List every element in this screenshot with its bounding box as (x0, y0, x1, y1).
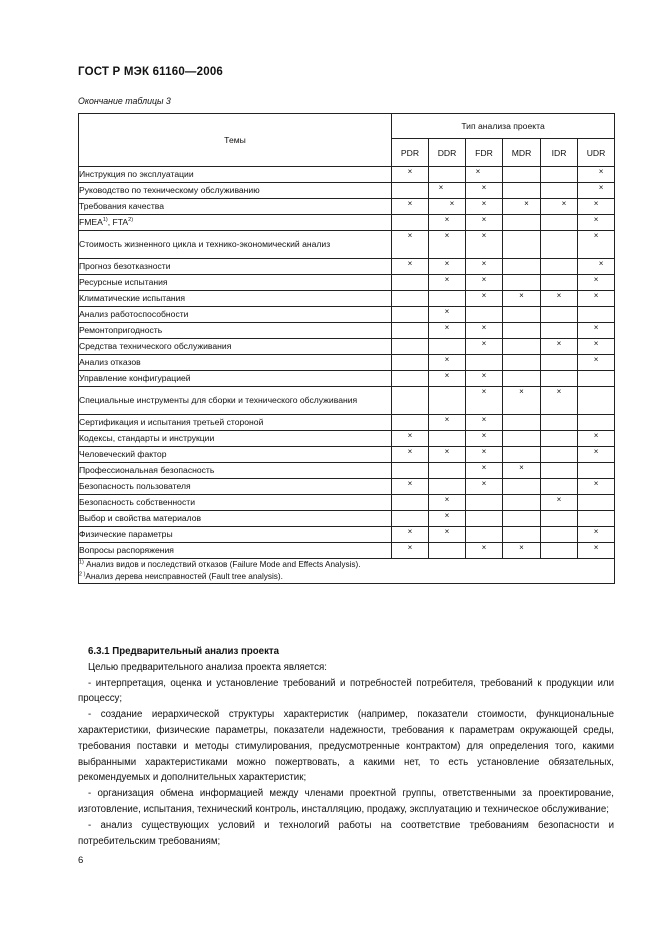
table-body (79, 167, 615, 559)
mark-cell-mdr (503, 215, 541, 231)
mark-cell-udr (578, 199, 615, 215)
cross-mark: × (598, 183, 604, 192)
mark-cell-pdr (392, 323, 429, 339)
mark-cell-mdr (503, 167, 541, 183)
mark-cell-mdr (503, 543, 541, 559)
cross-mark: × (593, 479, 599, 488)
cross-mark: × (444, 259, 450, 268)
mark-cell-idr (541, 199, 578, 215)
mark-cell-pdr (392, 387, 429, 415)
mark-cell-pdr (392, 527, 429, 543)
cross-mark: × (444, 215, 450, 224)
table-row (79, 355, 615, 371)
topics-column-header: Темы (79, 114, 392, 167)
table-row (79, 479, 615, 495)
mark-cell-udr (578, 415, 615, 431)
mark-cell-pdr (392, 339, 429, 355)
cross-mark: × (444, 527, 450, 536)
mark-cell-ddr (429, 543, 466, 559)
cross-mark: × (481, 339, 487, 348)
cross-mark: × (556, 291, 562, 300)
mark-cell-udr (578, 371, 615, 387)
mark-cell-mdr (503, 275, 541, 291)
mark-cell-fdr (466, 307, 503, 323)
mark-cell-ddr (429, 323, 466, 339)
mark-cell-mdr (503, 291, 541, 307)
analysis-type-table (78, 113, 615, 584)
mark-cell-pdr (392, 259, 429, 275)
mark-cell-idr (541, 447, 578, 463)
topic-cell: Физические параметры (79, 527, 392, 543)
mark-cell-mdr (503, 339, 541, 355)
cross-mark: × (444, 495, 450, 504)
cross-mark: × (407, 259, 413, 268)
cross-mark: × (438, 183, 444, 192)
mark-cell-fdr (466, 259, 503, 275)
topic-cell: Стоимость жизненного цикла и технико-экономический анализ (79, 231, 392, 259)
footnote: $^{2 )}$Анализ дерева неисправностей (Fault tree analysis). (79, 571, 283, 581)
mark-cell-fdr (466, 183, 503, 199)
table-row (79, 431, 615, 447)
mark-cell-pdr (392, 183, 429, 199)
mark-cell-ddr (429, 339, 466, 355)
mark-cell-mdr (503, 431, 541, 447)
mark-cell-fdr (466, 463, 503, 479)
cross-mark: × (593, 215, 599, 224)
mark-cell-pdr (392, 415, 429, 431)
table-row (79, 543, 615, 559)
mark-cell-idr (541, 339, 578, 355)
cross-mark: × (593, 291, 599, 300)
cross-mark: × (444, 447, 450, 456)
analysis-type-group-header: Тип анализа проекта (392, 114, 615, 139)
mark-cell-fdr (466, 323, 503, 339)
cross-mark: × (481, 387, 487, 396)
table-row (79, 339, 615, 355)
cross-mark: × (593, 527, 599, 536)
mark-cell-ddr (429, 415, 466, 431)
mark-cell-udr (578, 231, 615, 259)
cross-mark: × (481, 275, 487, 284)
mark-cell-idr (541, 431, 578, 447)
cross-mark: × (407, 431, 413, 440)
cross-mark: × (593, 323, 599, 332)
cross-mark: × (593, 431, 599, 440)
mark-cell-ddr (429, 447, 466, 463)
mark-cell-ddr (429, 463, 466, 479)
mark-cell-pdr (392, 355, 429, 371)
section-paragraph: - создание иерархической структуры характеристик (например, показатели стоимости, функциональные характеристики, физические параметры, показатели надежности, требования к параметрам окружающей среды, требования поставки и методы стимулирования, предусмотренные контрактом) для определения того, какими выбранными характеристиками можно пожертвовать, а какими нет, то есть установление обязательных, рекомендуемых и дополнительных характеристик; (78, 709, 614, 784)
cross-mark: × (444, 307, 450, 316)
cross-mark: × (598, 167, 604, 176)
topic-cell: Руководство по техническому обслуживанию (79, 183, 392, 199)
mark-cell-ddr (429, 371, 466, 387)
mark-cell-fdr (466, 199, 503, 215)
cross-mark: × (481, 323, 487, 332)
mark-cell-ddr (429, 355, 466, 371)
cross-mark: × (444, 323, 450, 332)
cross-mark: × (593, 199, 599, 208)
topic-cell: Управление конфигурацией (79, 371, 392, 387)
mark-cell-fdr (466, 215, 503, 231)
mark-cell-idr (541, 371, 578, 387)
mark-cell-mdr (503, 463, 541, 479)
topic-cell: Ремонтопригодность (79, 323, 392, 339)
cross-mark: × (524, 199, 529, 208)
mark-cell-idr (541, 291, 578, 307)
mark-cell-idr (541, 495, 578, 511)
mark-cell-idr (541, 543, 578, 559)
cross-mark: × (519, 543, 524, 552)
table-row (79, 527, 615, 543)
cross-mark: × (519, 387, 524, 396)
topic-cell: Профессиональная безопасность (79, 463, 392, 479)
cross-mark: × (444, 511, 450, 520)
mark-cell-idr (541, 167, 578, 183)
cross-mark: × (481, 291, 487, 300)
mark-cell-idr (541, 511, 578, 527)
topic-cell: Безопасность пользователя (79, 479, 392, 495)
mark-cell-ddr (429, 431, 466, 447)
topic-cell: Прогноз безотказности (79, 259, 392, 275)
cross-mark: × (407, 167, 413, 176)
topic-cell: Вопросы распоряжения (79, 543, 392, 559)
cross-mark: × (593, 275, 599, 284)
cross-mark: × (444, 275, 450, 284)
table-row (79, 387, 615, 415)
mark-cell-idr (541, 183, 578, 199)
mark-cell-fdr (466, 167, 503, 183)
table-row (79, 371, 615, 387)
mark-cell-pdr (392, 291, 429, 307)
mark-cell-pdr (392, 463, 429, 479)
cross-mark: × (481, 183, 487, 192)
topic-cell: Средства технического обслуживания (79, 339, 392, 355)
mark-cell-ddr (429, 183, 466, 199)
mark-cell-mdr (503, 355, 541, 371)
cross-mark: × (444, 355, 450, 364)
page-number: 6 (78, 855, 84, 866)
cross-mark: × (444, 371, 450, 380)
mark-cell-ddr (429, 527, 466, 543)
cross-mark: × (481, 259, 487, 268)
mark-cell-idr (541, 387, 578, 415)
mark-cell-idr (541, 323, 578, 339)
mark-cell-udr (578, 323, 615, 339)
cross-mark: × (481, 215, 487, 224)
mark-cell-fdr (466, 231, 503, 259)
mark-cell-fdr (466, 511, 503, 527)
cross-mark: × (481, 199, 487, 208)
table-row (79, 183, 615, 199)
mark-cell-mdr (503, 527, 541, 543)
mark-cell-udr (578, 447, 615, 463)
section-body (78, 644, 614, 849)
column-header-ddr: DDR (429, 139, 466, 167)
cross-mark: × (598, 259, 604, 268)
table-row (79, 511, 615, 527)
column-header-idr: IDR (541, 139, 578, 167)
table-row (79, 231, 615, 259)
mark-cell-ddr (429, 167, 466, 183)
mark-cell-udr (578, 463, 615, 479)
table-row (79, 463, 615, 479)
mark-cell-mdr (503, 307, 541, 323)
mark-cell-udr (578, 355, 615, 371)
cross-mark: × (519, 463, 524, 472)
mark-cell-idr (541, 479, 578, 495)
mark-cell-pdr (392, 479, 429, 495)
mark-cell-mdr (503, 447, 541, 463)
mark-cell-idr (541, 259, 578, 275)
mark-cell-udr (578, 259, 615, 275)
section-paragraph: - анализ существующих условий и технологий работы на соответствие требованиям безопасности и потребительским требованиям; (78, 819, 614, 847)
cross-mark: × (475, 167, 481, 176)
footnote: $^{1)}$ Анализ видов и последствий отказов (Failure Mode and Effects Analysis). (79, 559, 361, 569)
mark-cell-fdr (466, 371, 503, 387)
mark-cell-mdr (503, 231, 541, 259)
mark-cell-mdr (503, 479, 541, 495)
mark-cell-idr (541, 275, 578, 291)
topic-cell: Анализ работоспособности (79, 307, 392, 323)
cross-mark: × (407, 447, 413, 456)
cross-mark: × (481, 447, 487, 456)
mark-cell-fdr (466, 447, 503, 463)
mark-cell-pdr (392, 275, 429, 291)
section-paragraph: - интерпретация, оценка и установление требований и потребностей потребителя, требований к продукции или процессу; (78, 677, 614, 705)
section-paragraph: Целью предварительного анализа проекта является: (88, 661, 327, 673)
table-row (79, 275, 615, 291)
cross-mark: × (407, 199, 413, 208)
mark-cell-pdr (392, 431, 429, 447)
cross-mark: × (519, 291, 524, 300)
mark-cell-udr (578, 307, 615, 323)
mark-cell-mdr (503, 387, 541, 415)
column-header-mdr: MDR (503, 139, 541, 167)
column-header-fdr: FDR (466, 139, 503, 167)
cross-mark: × (444, 415, 450, 424)
table-row (79, 199, 615, 215)
cross-mark: × (481, 543, 487, 552)
table-caption: Окончание таблицы 3 (78, 96, 171, 106)
mark-cell-ddr (429, 259, 466, 275)
table-footnotes (79, 559, 615, 584)
topic-cell: FMEA$^{1)}$, FTA$^{2)}$ (79, 215, 392, 231)
mark-cell-fdr (466, 355, 503, 371)
mark-cell-udr (578, 479, 615, 495)
mark-cell-fdr (466, 291, 503, 307)
topic-cell: Климатические испытания (79, 291, 392, 307)
cross-mark: × (593, 339, 599, 348)
mark-cell-pdr (392, 199, 429, 215)
mark-cell-ddr (429, 215, 466, 231)
mark-cell-pdr (392, 167, 429, 183)
table-row (79, 259, 615, 275)
topic-cell: Сертификация и испытания третьей стороной (79, 415, 392, 431)
topic-cell: Человеческий фактор (79, 447, 392, 463)
mark-cell-ddr (429, 199, 466, 215)
topic-cell: Ресурсные испытания (79, 275, 392, 291)
mark-cell-ddr (429, 387, 466, 415)
column-header-udr: UDR (578, 139, 615, 167)
cross-mark: × (593, 447, 599, 456)
cross-mark: × (444, 231, 450, 240)
mark-cell-pdr (392, 495, 429, 511)
section-paragraphs (78, 660, 614, 850)
mark-cell-udr (578, 527, 615, 543)
table-row (79, 495, 615, 511)
section-paragraph: - организация обмена информацией между членами проектной группы, ответственными за проектирование, изготовление, испытания, технический контроль, инсталляцию, продажу, эксплуатацию и техническое обслуживание; (78, 788, 614, 815)
mark-cell-udr (578, 511, 615, 527)
cross-mark: × (481, 431, 487, 440)
mark-cell-pdr (392, 215, 429, 231)
mark-cell-udr (578, 291, 615, 307)
cross-mark: × (593, 543, 599, 552)
topic-cell: Выбор и свойства материалов (79, 511, 392, 527)
cross-mark: × (407, 231, 413, 240)
section-heading: 6.3.1 Предварительный анализ проекта (88, 646, 280, 657)
topic-cell: Требования качества (79, 199, 392, 215)
mark-cell-ddr (429, 511, 466, 527)
mark-cell-fdr (466, 479, 503, 495)
mark-cell-pdr (392, 447, 429, 463)
mark-cell-fdr (466, 431, 503, 447)
mark-cell-pdr (392, 511, 429, 527)
mark-cell-udr (578, 183, 615, 199)
mark-cell-fdr (466, 339, 503, 355)
mark-cell-mdr (503, 371, 541, 387)
mark-cell-fdr (466, 275, 503, 291)
column-header-pdr: PDR (392, 139, 429, 167)
cross-mark: × (481, 479, 487, 488)
mark-cell-pdr (392, 307, 429, 323)
table-row (79, 307, 615, 323)
mark-cell-idr (541, 355, 578, 371)
cross-mark: × (561, 199, 567, 208)
mark-cell-fdr (466, 387, 503, 415)
mark-cell-ddr (429, 231, 466, 259)
cross-mark: × (593, 231, 599, 240)
table-row (79, 215, 615, 231)
mark-cell-pdr (392, 543, 429, 559)
mark-cell-idr (541, 415, 578, 431)
mark-cell-idr (541, 527, 578, 543)
cross-mark: × (407, 543, 413, 552)
document-header-title: ГОСТ Р МЭК 61160—2006 (78, 66, 224, 78)
table-row (79, 167, 615, 183)
mark-cell-pdr (392, 231, 429, 259)
table-row (79, 447, 615, 463)
topic-cell: Кодексы, стандарты и инструкции (79, 431, 392, 447)
cross-mark: × (481, 231, 487, 240)
cross-mark: × (481, 463, 487, 472)
mark-cell-udr (578, 543, 615, 559)
mark-cell-mdr (503, 495, 541, 511)
mark-cell-udr (578, 431, 615, 447)
cross-mark: × (481, 371, 487, 380)
mark-cell-fdr (466, 415, 503, 431)
mark-cell-fdr (466, 495, 503, 511)
cross-mark: × (556, 339, 562, 348)
mark-cell-mdr (503, 199, 541, 215)
mark-cell-fdr (466, 527, 503, 543)
cross-mark: × (407, 479, 413, 488)
topic-cell: Инструкция по эксплуатации (79, 167, 392, 183)
topic-cell: Анализ отказов (79, 355, 392, 371)
mark-cell-fdr (466, 543, 503, 559)
mark-cell-mdr (503, 323, 541, 339)
mark-cell-mdr (503, 511, 541, 527)
mark-cell-udr (578, 339, 615, 355)
mark-cell-ddr (429, 275, 466, 291)
mark-cell-udr (578, 215, 615, 231)
mark-cell-udr (578, 167, 615, 183)
mark-cell-idr (541, 231, 578, 259)
cross-mark: × (407, 527, 413, 536)
topic-cell: Безопасность собственности (79, 495, 392, 511)
cross-mark: × (481, 415, 487, 424)
mark-cell-idr (541, 215, 578, 231)
mark-cell-pdr (392, 371, 429, 387)
mark-cell-udr (578, 387, 615, 415)
table-row (79, 415, 615, 431)
mark-cell-ddr (429, 291, 466, 307)
table-row (79, 323, 615, 339)
cross-mark: × (556, 387, 562, 396)
table-row (79, 291, 615, 307)
mark-cell-udr (578, 495, 615, 511)
mark-cell-mdr (503, 183, 541, 199)
topic-cell: Специальные инструменты для сборки и технического обслуживания (79, 387, 392, 415)
mark-cell-mdr (503, 259, 541, 275)
cross-mark: × (556, 495, 562, 504)
mark-cell-ddr (429, 307, 466, 323)
mark-cell-idr (541, 307, 578, 323)
mark-cell-ddr (429, 479, 466, 495)
cross-mark: × (449, 199, 455, 208)
cross-mark: × (593, 355, 599, 364)
mark-cell-ddr (429, 495, 466, 511)
mark-cell-idr (541, 463, 578, 479)
mark-cell-udr (578, 275, 615, 291)
mark-cell-mdr (503, 415, 541, 431)
